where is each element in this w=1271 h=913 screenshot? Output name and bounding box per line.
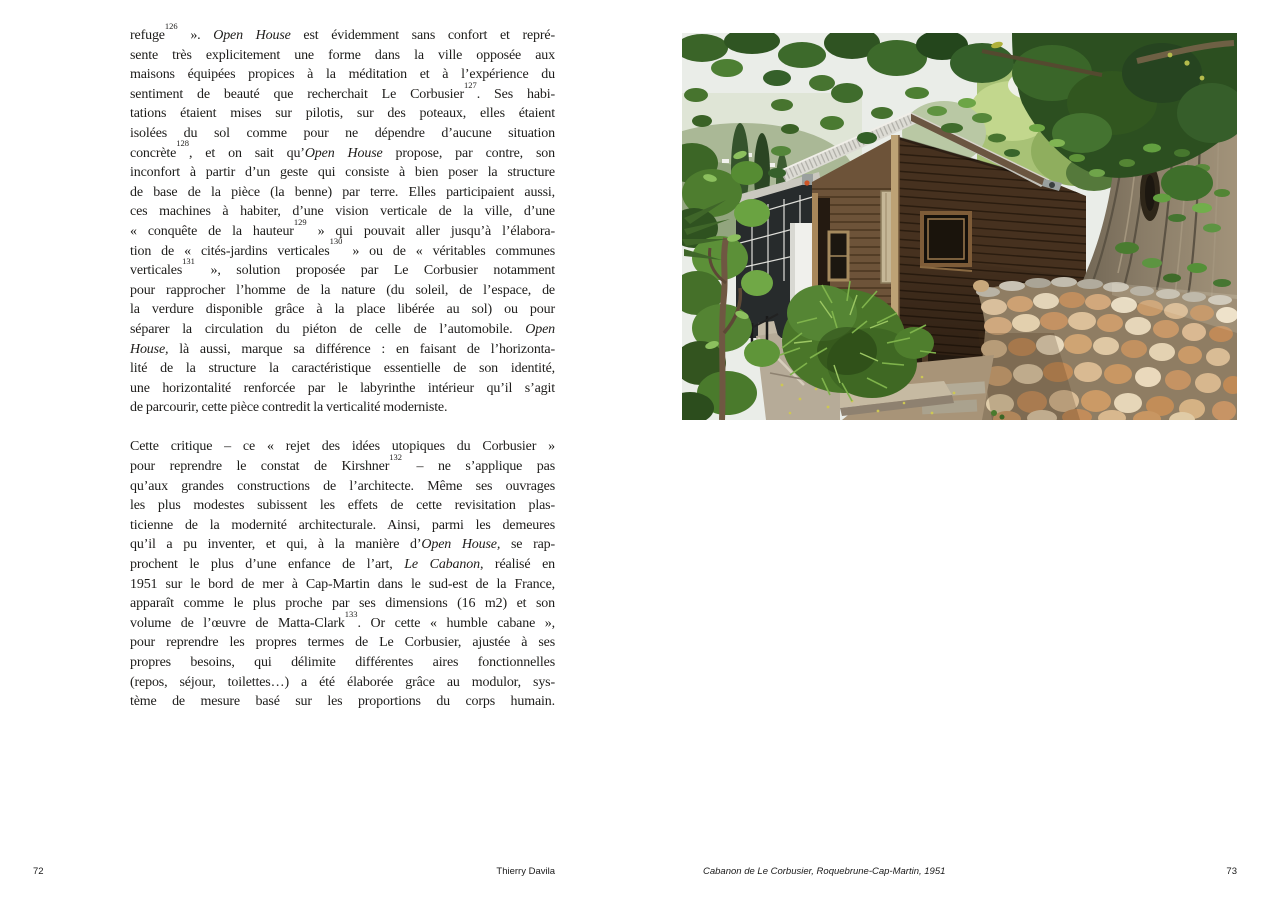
text-line: inconfort à partir d’un geste qui consiste à bien poser la structure — [130, 165, 555, 181]
body-text — [130, 20, 556, 712]
text-line: « conquête de la hauteur$^{129}$ » qui pouvait aller jusqu’à l’élabora- — [130, 216, 555, 239]
text-line: les plus modestes subissent les effets de cette revisitation plas- — [130, 498, 555, 514]
photo-cabanon — [682, 33, 1237, 420]
running-footer-author: Thierry Davila — [496, 866, 555, 877]
text-line: pour reprendre le constat de Kirshner$^{132}$ – ne s’applique pas — [130, 451, 556, 475]
text-line: qu’aux grandes constructions de l’architecte. Même ses ouvrages — [130, 478, 555, 494]
text-line: 1951 sur le bord de mer à Cap-Martin dans le sud-est de la France, — [130, 576, 555, 592]
text-line: Cette critique – ce « rejet des idées utopiques du Corbusier » — [130, 439, 555, 455]
text-line: séparer la circulation du piéton de celle de l’automobile. Open — [130, 321, 555, 337]
text-line: sente très explicitement une forme dans la ville opposée aux — [130, 47, 555, 63]
text-line: propres besoins, qui délimite différentes aires fonctionnelles — [130, 655, 555, 670]
text-line: ticienne de la modernité architecturale. Ainsi, parmi les demeures — [130, 517, 555, 533]
photo-caption: Cabanon de Le Corbusier, Roquebrune-Cap-Martin, 1951 — [703, 866, 946, 877]
text-line: prochent le plus d’une enfance de l’art, Le Cabanon, réalisé en — [130, 557, 555, 573]
text-line: isolées du sol comme pour ne dépendre d’aucune situation — [130, 125, 555, 141]
text-line: la verdure disponible grâce à la place libérée au sol) ou pour — [130, 302, 555, 318]
page-number-left: 72 — [33, 866, 44, 877]
text-line: tations étaient mises sur pilotis, sur des poteaux, elles étaient — [130, 106, 555, 122]
text-line: une horizontalité renforcée par le labyrinthe intérieur qu’il s’agit — [130, 380, 555, 396]
text-line: concrète$^{128}$, et on sait qu’Open House propose, par contre, son — [130, 138, 555, 161]
text-line: verticales$^{131}$ », solution proposée par Le Corbusier notamment — [130, 255, 555, 279]
text-line: pour rapprocher l’homme de la nature (du soleil, de l’espace, de — [130, 282, 555, 298]
text-line: qu’il a pu inventer, et qui, à la manière d’Open House, se rap- — [130, 537, 556, 553]
text-line: de base de la pièce (la benne) par terre. Elles participaient aussi, — [130, 184, 555, 200]
text-line: apparaît comme le plus proche par ses dimensions (16 m2) et son — [130, 596, 555, 612]
paragraph — [130, 20, 556, 418]
text-line: volume de l’œuvre de Matta-Clark$^{133}$. Or cette « humble cabane », — [130, 608, 556, 631]
paragraph — [130, 437, 555, 711]
text-line: de parcourir, cette pièce contredit la verticalité moderniste. — [130, 400, 448, 416]
text-line: maisons équipées propices à la méditation et à l’expérience du — [130, 67, 555, 83]
text-line: House, là aussi, marque sa différence : en faisant de l’horizonta- — [130, 341, 555, 357]
text-line: ces machines à habiter, d’une vision verticale de la ville, d’une — [130, 204, 555, 220]
page-number-right: 73 — [1226, 866, 1237, 877]
text-line: refuge$^{126}$ ». Open House est évidemment sans confort et repré- — [130, 20, 555, 43]
text-line: tème de mesure basé sur les proportions du corps humain. — [130, 694, 555, 710]
text-line: tion de « cités-jardins verticales$^{130}$ » ou de « véritables communes — [130, 236, 556, 259]
text-line: sentiment de beauté que recherchait Le Corbusier$^{127}$. Ses habi- — [130, 79, 556, 102]
text-line: pour reprendre les propres termes de Le Corbusier, ajustée à ses — [130, 635, 555, 651]
text-line: lité de la structure la caractéristique essentielle de son identité, — [130, 361, 555, 377]
text-line: (repos, séjour, toilettes…) a été élaborée grâce au modulor, sys- — [130, 674, 555, 690]
